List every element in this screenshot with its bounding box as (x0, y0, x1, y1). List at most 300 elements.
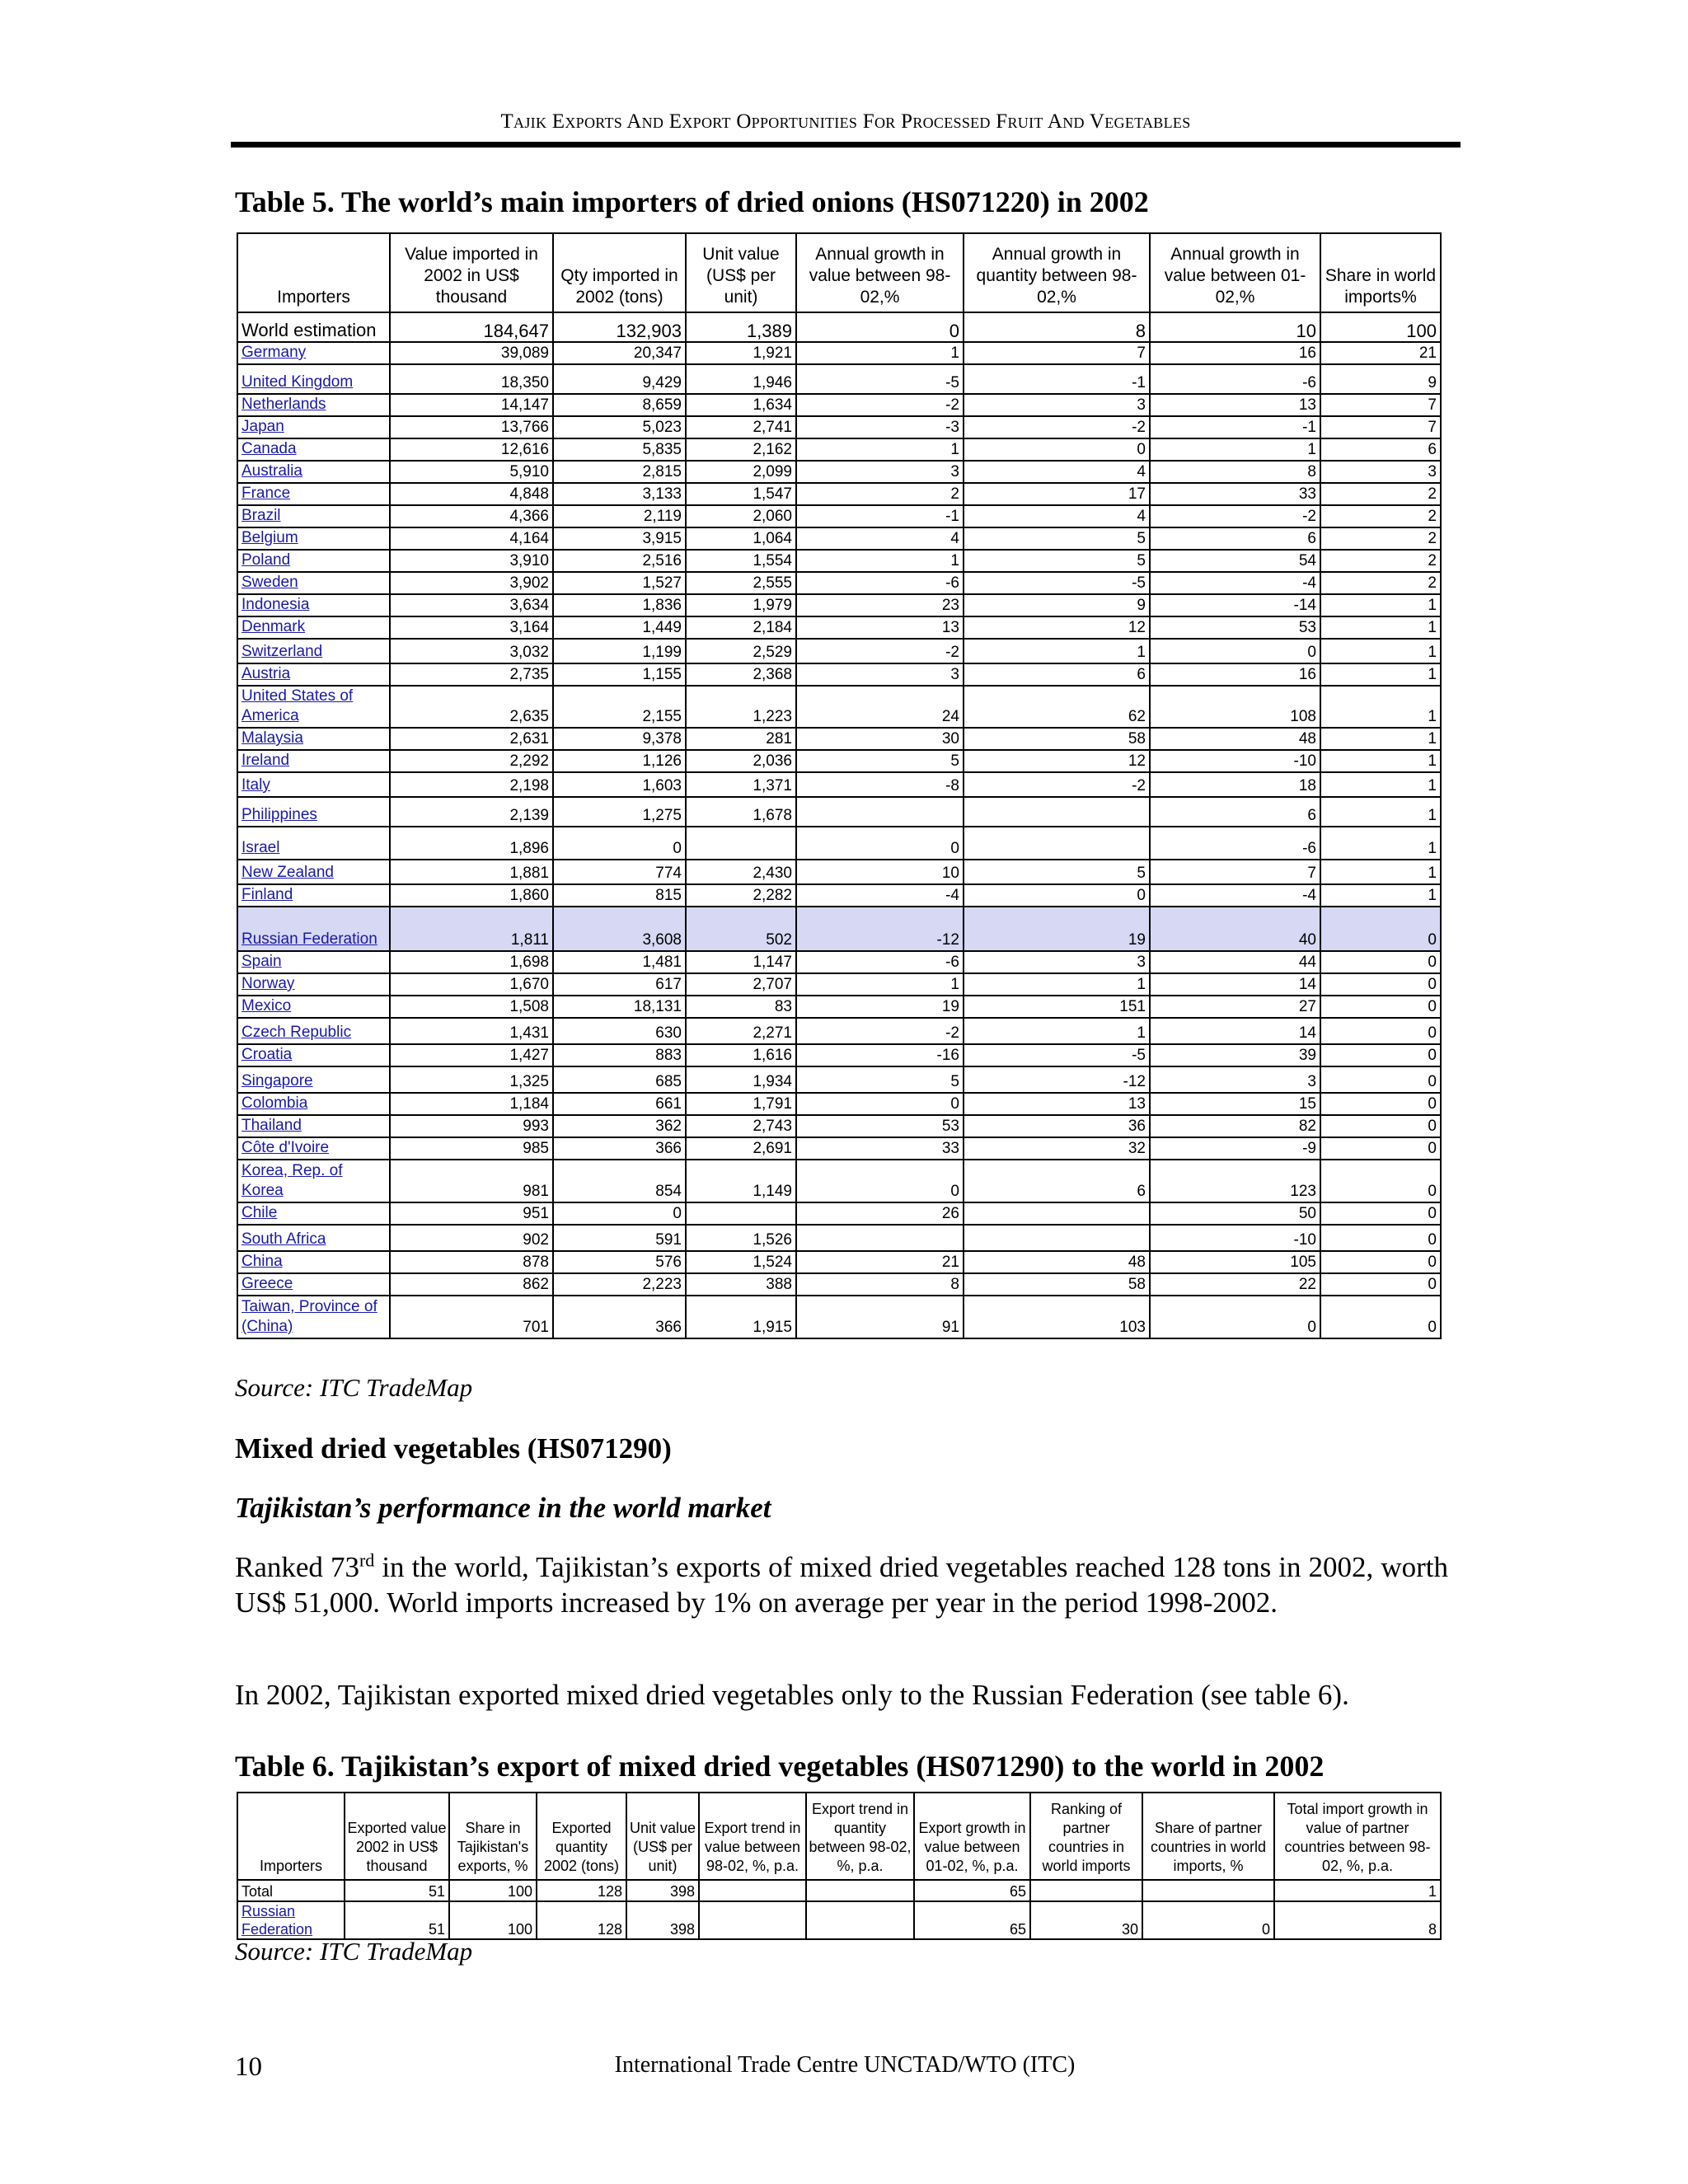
table5-header-col-2: Qty imported in 2002 (tons) (553, 233, 686, 312)
table5-country-china-link[interactable]: China (237, 1251, 390, 1273)
table5-country-c-te-d-ivoire-link[interactable]: Côte d'Ivoire (237, 1137, 390, 1160)
table6-cell: 65 (914, 1901, 1030, 1939)
table5-cell: 13 (796, 616, 964, 639)
table5-row-new-zealand (237, 860, 1441, 884)
table5-cell: 1,199 (553, 639, 686, 663)
table5-cell: 33 (796, 1137, 964, 1160)
table5-cell (686, 1202, 796, 1225)
table5-cell: 0 (964, 884, 1150, 907)
table5-cell: 22 (1150, 1273, 1320, 1296)
table5-country-norway-link[interactable]: Norway (237, 973, 390, 996)
table5-cell: 91 (796, 1296, 964, 1338)
table5-cell: 366 (553, 1137, 686, 1160)
table6-header-row (237, 1793, 1441, 1880)
table6-cell (699, 1901, 806, 1939)
table5-country-czech-republic-link[interactable]: Czech Republic (237, 1018, 390, 1044)
table5-header-col-3: Unit value (US$ per unit) (686, 233, 796, 312)
table5-cell: 9 (964, 594, 1150, 616)
table5-cell: 701 (390, 1296, 553, 1338)
table5-cell: 0 (553, 1202, 686, 1225)
table5-row-russian-federation (237, 907, 1441, 951)
table5-country-poland-link[interactable]: Poland (237, 550, 390, 572)
table5-cell: 12 (964, 616, 1150, 639)
table5-cell: 14,147 (390, 394, 553, 416)
table6-cell (699, 1880, 806, 1901)
table5-row-belgium (237, 527, 1441, 550)
table5-cell: 1,979 (686, 594, 796, 616)
table5-cell: 2,036 (686, 750, 796, 772)
paragraph-ranking-pre: Ranked 73 (235, 1551, 359, 1583)
table6-header-col-1: Exported value 2002 in US$ thousand (345, 1793, 449, 1880)
table5-cell: 2,198 (390, 772, 553, 797)
table5-cell: 0 (1320, 1093, 1441, 1115)
table5-cell: 3,915 (553, 527, 686, 550)
table5-cell: 108 (1150, 686, 1320, 728)
table5-country-denmark-link[interactable]: Denmark (237, 616, 390, 639)
table5-cell: 362 (553, 1115, 686, 1137)
table5-cell (686, 827, 796, 860)
table5-cell: 19 (964, 907, 1150, 951)
table5-cell: 0 (1150, 1296, 1320, 1338)
table6-cell (806, 1880, 914, 1901)
table5-cell: 951 (390, 1202, 553, 1225)
table5-cell: 48 (1150, 728, 1320, 750)
table5-country-france-link[interactable]: France (237, 483, 390, 505)
table5-cell: -5 (964, 572, 1150, 594)
table5-cell: 3,902 (390, 572, 553, 594)
table5-row-chile (237, 1202, 1441, 1225)
table5-country-mexico-link[interactable]: Mexico (237, 996, 390, 1018)
table5-cell: -1 (796, 505, 964, 527)
table5-cell: 13 (1150, 394, 1320, 416)
table5-row-colombia (237, 1093, 1441, 1115)
table5-cell: 18 (1150, 772, 1320, 797)
table6-title: Table 6. Tajikistan’s export of mixed dried vegetables (HS071290) to the world in 2002 (235, 1750, 1325, 1783)
table5-cell: 3,133 (553, 483, 686, 505)
table5-cell: 24 (796, 686, 964, 728)
table5-cell: 132,903 (553, 312, 686, 342)
table5-cell: 103 (964, 1296, 1150, 1338)
table5-country-sweden-link[interactable]: Sweden (237, 572, 390, 594)
table6-cell: 8 (1274, 1901, 1441, 1939)
table5-cell: 10 (796, 860, 964, 884)
table5-cell: 10 (1150, 312, 1320, 342)
table5-cell: 1 (1320, 827, 1441, 860)
table5-cell: -6 (1150, 364, 1320, 394)
section-heading: Mixed dried vegetables (HS071290) (235, 1432, 672, 1465)
table5-cell: 2,741 (686, 416, 796, 438)
table6-cell: 128 (537, 1901, 626, 1939)
table5-cell: 1,811 (390, 907, 553, 951)
table5-country-philippines-link[interactable]: Philippines (237, 797, 390, 827)
table5-cell: 8,659 (553, 394, 686, 416)
table5-cell: 366 (553, 1296, 686, 1338)
table5-cell: 661 (553, 1093, 686, 1115)
table5-country-korea-rep-of-korea-link[interactable]: Korea, Rep. of Korea (237, 1160, 390, 1202)
table5-country-japan-link[interactable]: Japan (237, 416, 390, 438)
table5-cell: 19 (796, 996, 964, 1018)
table5-cell: 23 (796, 594, 964, 616)
table5-cell: 8 (1150, 461, 1320, 483)
table6-header-importers: Importers (237, 1793, 345, 1880)
table5-cell: 40 (1150, 907, 1320, 951)
table5-cell: 1,147 (686, 951, 796, 973)
table5-cell: 2,631 (390, 728, 553, 750)
table5-cell: -2 (964, 772, 1150, 797)
table5-cell: 82 (1150, 1115, 1320, 1137)
table5-cell: 39,089 (390, 342, 553, 364)
table5-cell: 18,131 (553, 996, 686, 1018)
table5-cell: 1,526 (686, 1225, 796, 1251)
table5-cell: 1,881 (390, 860, 553, 884)
table5-row-indonesia (237, 594, 1441, 616)
table5-cell: 16 (1150, 342, 1320, 364)
table6-cell: 30 (1030, 1901, 1142, 1939)
table5-cell: 62 (964, 686, 1150, 728)
table5-country-new-zealand-link[interactable]: New Zealand (237, 860, 390, 884)
table5-cell: 9 (1320, 364, 1441, 394)
table5-country-united-states-of-america-link[interactable]: United States of America (237, 686, 390, 728)
table6-cell: 398 (626, 1880, 699, 1901)
table5-cell: 1,836 (553, 594, 686, 616)
table5-cell: 105 (1150, 1251, 1320, 1273)
table5-cell: 1 (1320, 884, 1441, 907)
table5-country-russian-federation-link[interactable]: Russian Federation (237, 907, 390, 951)
table5-cell: 902 (390, 1225, 553, 1251)
table5-cell: 2,155 (553, 686, 686, 728)
table5-cell: -4 (1150, 572, 1320, 594)
table5-cell: 1 (1320, 750, 1441, 772)
table5-row-netherlands (237, 394, 1441, 416)
table5-country-south-africa-link[interactable]: South Africa (237, 1225, 390, 1251)
table5-cell: 0 (796, 827, 964, 860)
table5-cell: 0 (1320, 1115, 1441, 1137)
table5-cell: 981 (390, 1160, 553, 1202)
table5-cell: 53 (1150, 616, 1320, 639)
table5-cell: 2 (1320, 572, 1441, 594)
table5-cell: 2,292 (390, 750, 553, 772)
table5-row-korea-rep-of-korea (237, 1160, 1441, 1202)
table5-cell: 1,915 (686, 1296, 796, 1338)
table5-cell: 2 (1320, 550, 1441, 572)
table5-cell: 20,347 (553, 342, 686, 364)
paragraph-ranking-sup: rd (359, 1549, 375, 1571)
table6-header-col-3: Exported quantity 2002 (tons) (537, 1793, 626, 1880)
table5-cell: 1,126 (553, 750, 686, 772)
table5-cell (964, 827, 1150, 860)
table5-cell: 2 (1320, 505, 1441, 527)
table5-cell (796, 1225, 964, 1251)
table5-row-united-states-of-america (237, 686, 1441, 728)
table5-cell: 58 (964, 728, 1150, 750)
table5-cell: 1 (1320, 594, 1441, 616)
table5-cell: 4,164 (390, 527, 553, 550)
table5-row-singapore (237, 1066, 1441, 1093)
table5-row-sweden (237, 572, 1441, 594)
table5-cell: 2,271 (686, 1018, 796, 1044)
table5-cell: 6 (964, 1160, 1150, 1202)
table5-cell: 100 (1320, 312, 1441, 342)
table5-cell: -2 (796, 639, 964, 663)
table5-country-austria-link[interactable]: Austria (237, 663, 390, 686)
table5-cell: 0 (796, 1160, 964, 1202)
table5-country-netherlands-link[interactable]: Netherlands (237, 394, 390, 416)
table5-cell: -2 (964, 416, 1150, 438)
table5-cell: -12 (796, 907, 964, 951)
table5-cell: 16 (1150, 663, 1320, 686)
table5-cell: 281 (686, 728, 796, 750)
table5-cell: -1 (964, 364, 1150, 394)
table5-country-ireland-link[interactable]: Ireland (237, 750, 390, 772)
table5-cell: 0 (1320, 1225, 1441, 1251)
table5-country-germany-link[interactable]: Germany (237, 342, 390, 364)
table5-country-malaysia-link[interactable]: Malaysia (237, 728, 390, 750)
running-header: Tajik Exports And Export Opportunities For Processed Fruit And Vegetables (500, 110, 1191, 133)
table5-country-canada-link[interactable]: Canada (237, 438, 390, 461)
table5-row-czech-republic (237, 1018, 1441, 1044)
table5-country-croatia-link[interactable]: Croatia (237, 1044, 390, 1066)
table5-cell: 1,371 (686, 772, 796, 797)
table5-cell: 1,155 (553, 663, 686, 686)
table5-cell: 685 (553, 1066, 686, 1093)
table5-cell: 1 (1320, 616, 1441, 639)
table5-cell: 2,119 (553, 505, 686, 527)
table5-cell: 17 (964, 483, 1150, 505)
table6-cell: 65 (914, 1880, 1030, 1901)
table5-row-world-estimation (237, 312, 1441, 342)
table5-row-finland (237, 884, 1441, 907)
table5-row-israel (237, 827, 1441, 860)
table5-row-c-te-d-ivoire (237, 1137, 1441, 1160)
table5-country-indonesia-link[interactable]: Indonesia (237, 594, 390, 616)
table5-cell: 1,149 (686, 1160, 796, 1202)
table5-row-spain (237, 951, 1441, 973)
table6-country-russian-federation-link[interactable]: Russian Federation (237, 1901, 345, 1939)
table5-cell: -12 (964, 1066, 1150, 1093)
table5-cell: 2,743 (686, 1115, 796, 1137)
table5-title: Table 5. The world’s main importers of dried onions (HS071220) in 2002 (235, 185, 1149, 218)
table5-cell: 0 (1320, 1018, 1441, 1044)
table5-cell: -10 (1150, 750, 1320, 772)
table5-row-austria (237, 663, 1441, 686)
table5-row-denmark (237, 616, 1441, 639)
table5-cell: 58 (964, 1273, 1150, 1296)
table5-cell: 0 (1320, 1251, 1441, 1273)
table5-cell: 5,835 (553, 438, 686, 461)
table5-cell: 36 (964, 1115, 1150, 1137)
table5-header-row (237, 233, 1441, 312)
table5-country-italy-link[interactable]: Italy (237, 772, 390, 797)
paragraph-ranking (235, 1549, 1448, 1620)
table5-cell: 2,223 (553, 1273, 686, 1296)
table5-cell: 1 (964, 639, 1150, 663)
table6-cell: 0 (1142, 1901, 1274, 1939)
table5-cell: 2,707 (686, 973, 796, 996)
footer-organization (577, 2052, 1113, 2079)
footer-org-pre: International Trade Centre (614, 2052, 865, 2078)
table5-country-chile-link[interactable]: Chile (237, 1202, 390, 1225)
table5-cell: -2 (796, 394, 964, 416)
page-number: 10 (235, 2052, 262, 2082)
table5-cell: 6 (964, 663, 1150, 686)
table5-cell: 3,032 (390, 639, 553, 663)
table5-cell: 1,860 (390, 884, 553, 907)
table5-country-colombia-link[interactable]: Colombia (237, 1093, 390, 1115)
table5-cell: 3 (796, 663, 964, 686)
table5-cell: 27 (1150, 996, 1320, 1018)
table5-cell: 48 (964, 1251, 1150, 1273)
table5-country-thailand-link[interactable]: Thailand (237, 1115, 390, 1137)
table5-cell: -5 (796, 364, 964, 394)
table5-cell: 617 (553, 973, 686, 996)
table5-country-world-estimation: World estimation (237, 312, 390, 342)
table5-cell: 0 (1320, 1296, 1441, 1338)
table6-country-total: Total (237, 1880, 345, 1901)
table5-cell: 1,554 (686, 550, 796, 572)
table6-cell: 100 (449, 1880, 537, 1901)
table5-cell: 30 (796, 728, 964, 750)
table6-source: Source: ITC TradeMap (235, 1937, 473, 1966)
table5-cell: 3 (964, 394, 1150, 416)
table5-cell: 0 (1320, 1160, 1441, 1202)
table6-header-col-9: Share of partner countries in world imports, % (1142, 1793, 1274, 1880)
table5-cell: 0 (796, 1093, 964, 1115)
table5-cell: 1,223 (686, 686, 796, 728)
table5-cell: 2,368 (686, 663, 796, 686)
table5-cell: 0 (1320, 973, 1441, 996)
table5-header-col-7: Share in world imports% (1320, 233, 1441, 312)
table5-cell: 2,815 (553, 461, 686, 483)
table5-cell: 5 (964, 860, 1150, 884)
table5-cell: 1,064 (686, 527, 796, 550)
table5-cell: 184,647 (390, 312, 553, 342)
table5-cell: 21 (1320, 342, 1441, 364)
table5-cell: 985 (390, 1137, 553, 1160)
table5-cell: 12 (964, 750, 1150, 772)
table5-cell: 1,524 (686, 1251, 796, 1273)
table5-country-belgium-link[interactable]: Belgium (237, 527, 390, 550)
table5-cell: 32 (964, 1137, 1150, 1160)
table5-cell: 576 (553, 1251, 686, 1273)
table5-cell: 2,691 (686, 1137, 796, 1160)
table6-row-total (237, 1880, 1441, 1901)
table5-country-taiwan-province-of-china-link[interactable]: Taiwan, Province of (China) (237, 1296, 390, 1338)
table5-cell: 5,023 (553, 416, 686, 438)
table5-cell: 12,616 (390, 438, 553, 461)
table5-cell: 1,449 (553, 616, 686, 639)
table5-cell: 1 (964, 973, 1150, 996)
table5-cell: 388 (686, 1273, 796, 1296)
table5-cell: 2,139 (390, 797, 553, 827)
table5-cell: 1 (796, 973, 964, 996)
table5-row-greece (237, 1273, 1441, 1296)
table5-cell: -3 (796, 416, 964, 438)
table6-cell (806, 1901, 914, 1939)
table5-cell: 1,791 (686, 1093, 796, 1115)
table5-cell: 0 (1320, 907, 1441, 951)
table6-cell: 128 (537, 1880, 626, 1901)
table5-country-spain-link[interactable]: Spain (237, 951, 390, 973)
table5-cell: 2,635 (390, 686, 553, 728)
table5-row-switzerland (237, 639, 1441, 663)
table5-row-norway (237, 973, 1441, 996)
table5-cell: 6 (1150, 527, 1320, 550)
table5-cell: 1 (964, 1018, 1150, 1044)
table5-cell: 13,766 (390, 416, 553, 438)
table5-cell: 2 (1320, 527, 1441, 550)
table5-cell: 0 (796, 312, 964, 342)
table5-cell: 1 (1320, 728, 1441, 750)
table5-cell: -2 (1150, 505, 1320, 527)
table5-country-finland-link[interactable]: Finland (237, 884, 390, 907)
table6-row-russian-federation (237, 1901, 1441, 1939)
table5-cell: 1,547 (686, 483, 796, 505)
table5-cell: 1,634 (686, 394, 796, 416)
table5-cell: 39 (1150, 1044, 1320, 1066)
table5-cell: 33 (1150, 483, 1320, 505)
table5-country-united-kingdom-link[interactable]: United Kingdom (237, 364, 390, 394)
table5-row-ireland (237, 750, 1441, 772)
table5-cell: 1,921 (686, 342, 796, 364)
table6-header-col-5: Export trend in value between 98-02, %, p.a. (699, 1793, 806, 1880)
table5-cell: 18,350 (390, 364, 553, 394)
table5-cell: 0 (1320, 996, 1441, 1018)
table5-row-thailand (237, 1115, 1441, 1137)
table5-cell: 2,184 (686, 616, 796, 639)
table5-cell: 1,325 (390, 1066, 553, 1093)
table5-cell: 5 (964, 527, 1150, 550)
table5-row-malaysia (237, 728, 1441, 750)
table5-cell: -16 (796, 1044, 964, 1066)
table6-cell (1142, 1880, 1274, 1901)
table5-cell: 774 (553, 860, 686, 884)
table5-cell: 1,481 (553, 951, 686, 973)
table6-header-col-6: Export trend in quantity between 98-02, %, p.a. (806, 1793, 914, 1880)
table5-cell: 2,516 (553, 550, 686, 572)
table5-country-australia-link[interactable]: Australia (237, 461, 390, 483)
table5-cell: 54 (1150, 550, 1320, 572)
table5-country-israel-link[interactable]: Israel (237, 827, 390, 860)
table5-cell: -10 (1150, 1225, 1320, 1251)
table5-row-japan (237, 416, 1441, 438)
table5-country-singapore-link[interactable]: Singapore (237, 1066, 390, 1093)
table5-cell: 815 (553, 884, 686, 907)
table5-country-switzerland-link[interactable]: Switzerland (237, 639, 390, 663)
table5-cell: 0 (1150, 639, 1320, 663)
table5-cell: 3,164 (390, 616, 553, 639)
table5-country-greece-link[interactable]: Greece (237, 1273, 390, 1296)
table5-cell: 151 (964, 996, 1150, 1018)
table6-cell: 51 (345, 1880, 449, 1901)
table5-cell: -9 (1150, 1137, 1320, 1160)
table6-cell: 100 (449, 1901, 537, 1939)
table5-row-philippines (237, 797, 1441, 827)
table5-cell: 53 (796, 1115, 964, 1137)
table5-cell: 1 (1320, 772, 1441, 797)
table5-cell: 6 (1320, 438, 1441, 461)
table6-header-col-8: Ranking of partner countries in world imports (1030, 1793, 1142, 1880)
table5-cell: 8 (796, 1273, 964, 1296)
table5-cell: 44 (1150, 951, 1320, 973)
table5-country-brazil-link[interactable]: Brazil (237, 505, 390, 527)
table5-cell: 0 (1320, 1066, 1441, 1093)
table5-cell: 1,896 (390, 827, 553, 860)
footer-org-post: (ITC) (1016, 2052, 1076, 2078)
table5-cell: 4 (964, 505, 1150, 527)
table5-cell: 1,389 (686, 312, 796, 342)
table5-cell: 1 (796, 550, 964, 572)
table5-cell: 3 (964, 951, 1150, 973)
